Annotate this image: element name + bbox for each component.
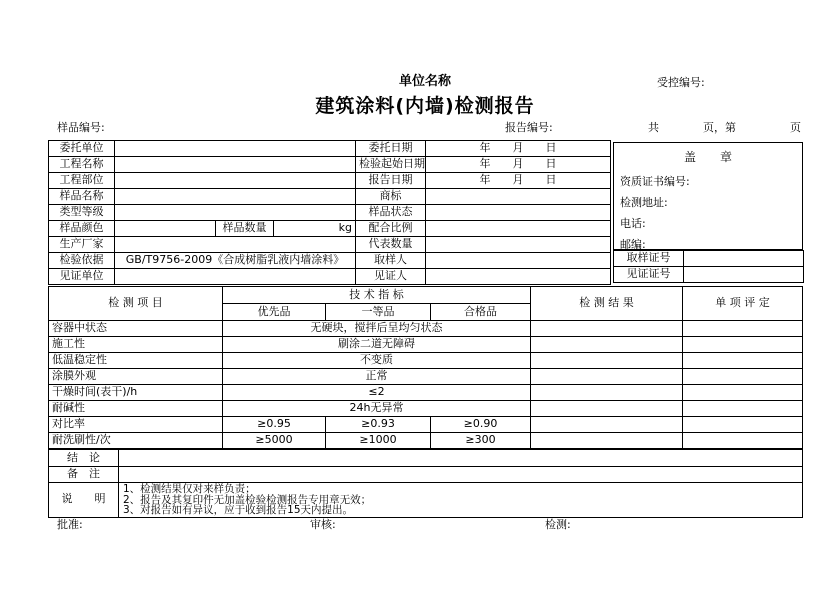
header-grade-first: 一等品 [326,304,431,321]
sample-info-table [48,140,611,285]
result-workability[interactable] [531,337,683,353]
org-name: 单位名称 [398,74,451,89]
test-address-label: 检测地址: [620,196,668,209]
label-sample-quantity: 样品数量 [216,221,274,237]
item-film-appearance: 涂膜外观 [49,369,223,385]
report-no-label: 报告编号: [505,121,553,134]
result-alkali-resistance[interactable] [531,401,683,417]
label-manufacturer: 生产厂家 [49,237,115,253]
test-header-row-1 [49,287,803,304]
cert-no-table [613,250,804,283]
seal-label: 盖 章 [684,150,733,164]
result-scrub-resistance[interactable] [531,433,683,449]
result-container-state[interactable] [531,321,683,337]
label-sample-color: 样品颜色 [49,221,115,237]
spec-low-temp-stability: 不变质 [223,353,531,369]
label-witness-unit: 见证单位 [49,269,115,285]
label-sample-status: 样品状态 [356,205,426,221]
item-drying-time: 干燥时间(表干)/h [49,385,223,401]
row-drying-time [49,385,803,401]
eval-contrast-ratio[interactable] [683,417,803,433]
sample-no-label: 样品编号: [57,121,105,134]
note-line-1: 1、检测结果仅对来样负责； [123,483,256,495]
label-commission-date: 委托日期 [356,141,426,157]
item-workability: 施工性 [49,337,223,353]
field-sample-name[interactable] [115,189,356,205]
row-sampling-cert [614,251,804,267]
row-alkali-resistance [49,401,803,417]
label-witness-cert-no: 见证证号 [614,267,684,283]
field-client-unit[interactable] [115,141,356,157]
test-items-table [48,286,803,449]
label-sample-name: 样品名称 [49,189,115,205]
seal-box [613,142,803,250]
row-witness-unit [49,269,611,285]
field-sample-status[interactable] [426,205,611,221]
field-report-date[interactable]: 年 月 日 [426,173,611,189]
result-contrast-ratio[interactable] [531,417,683,433]
eval-low-temp-stability[interactable] [683,353,803,369]
pages-last-label: 页 [790,121,801,134]
test-label: 检测: [545,518,571,531]
row-type-grade [49,205,611,221]
spec-scrub-resistance-premium: ≥5000 [223,433,326,449]
pages-total-label: 共 [648,121,659,134]
row-low-temp-stability [49,353,803,369]
conclusion-table [48,449,803,518]
row-scrub-resistance [49,433,803,449]
label-project-part: 工程部位 [49,173,115,189]
header-item-evaluation: 单 项 评 定 [683,287,803,321]
field-conclusion[interactable] [119,450,803,467]
row-film-appearance [49,369,803,385]
row-workability [49,337,803,353]
item-contrast-ratio: 对比率 [49,417,223,433]
label-test-start-date: 检验起始日期 [356,157,426,173]
row-contrast-ratio [49,417,803,433]
review-label: 审核: [310,518,336,531]
eval-alkali-resistance[interactable] [683,401,803,417]
field-sample-quantity-kg[interactable]: kg [274,221,356,237]
eval-scrub-resistance[interactable] [683,433,803,449]
row-manufacturer [49,237,611,253]
label-remarks: 备 注 [49,467,119,483]
field-trademark[interactable] [426,189,611,205]
phone-label: 电话: [620,217,646,230]
row-project-part [49,173,611,189]
field-sample-color[interactable] [115,221,216,237]
row-test-basis [49,253,611,269]
field-witness[interactable] [426,269,611,285]
field-commission-date[interactable]: 年 月 日 [426,141,611,157]
row-witness-cert [614,267,804,283]
cert-no-label: 资质证书编号: [620,175,690,188]
seal-panel [613,142,803,283]
field-sampler[interactable] [426,253,611,269]
item-low-temp-stability: 低温稳定性 [49,353,223,369]
postcode-label: 邮编: [620,238,646,251]
spec-scrub-resistance-first: ≥1000 [326,433,431,449]
field-remarks[interactable] [119,467,803,483]
field-test-basis: GB/T9756-2009《合成树脂乳液内墙涂料》 [115,253,356,269]
label-sampler: 取样人 [356,253,426,269]
row-client-unit [49,141,611,157]
header-test-result: 检 测 结 果 [531,287,683,321]
label-project-name: 工程名称 [49,157,115,173]
spec-film-appearance: 正常 [223,369,531,385]
label-type-grade: 类型等级 [49,205,115,221]
item-scrub-resistance: 耐洗刷性/次 [49,433,223,449]
row-sample-color [49,221,611,237]
row-sample-name [49,189,611,205]
spec-contrast-ratio-premium: ≥0.95 [223,417,326,433]
eval-film-appearance[interactable] [683,369,803,385]
label-conclusion: 结 论 [49,450,119,467]
spec-scrub-resistance-qualified: ≥300 [431,433,531,449]
label-client-unit: 委托单位 [49,141,115,157]
label-mix-ratio: 配合比例 [356,221,426,237]
field-type-grade[interactable] [115,205,356,221]
label-represent-quantity: 代表数量 [356,237,426,253]
result-film-appearance[interactable] [531,369,683,385]
spec-contrast-ratio-qualified: ≥0.90 [431,417,531,433]
field-sampling-cert-no[interactable] [684,251,804,267]
label-test-basis: 检验依据 [49,253,115,269]
note-line-3: 3、对报告如有异议，应于收到报告15天内提出。 [123,504,354,516]
spec-contrast-ratio-first: ≥0.93 [326,417,431,433]
field-project-name[interactable] [115,157,356,173]
pages-mid-label: 页，第 [703,121,736,134]
item-alkali-resistance: 耐碱性 [49,401,223,417]
spec-container-state: 无硬块，搅拌后呈均匀状态 [223,321,531,337]
result-drying-time[interactable] [531,385,683,401]
eval-drying-time[interactable] [683,385,803,401]
header-grade-premium: 优先品 [223,304,326,321]
row-container-state [49,321,803,337]
label-trademark: 商标 [356,189,426,205]
field-manufacturer[interactable] [115,237,356,253]
approve-label: 批准: [57,518,83,531]
header-test-item: 检 测 项 目 [49,287,223,321]
header-grade-qualified: 合格品 [431,304,531,321]
label-notes: 说 明 [49,483,119,518]
notes-content [119,483,803,518]
spec-workability: 刷涂二道无障碍 [223,337,531,353]
label-report-date: 报告日期 [356,173,426,189]
field-test-start-date[interactable]: 年 月 日 [426,157,611,173]
controlled-no-label: 受控编号: [657,76,705,89]
header-tech-index: 技 术 指 标 [223,287,531,304]
page-title: 建筑涂料(内墙)检测报告 [315,95,535,117]
eval-container-state[interactable] [683,321,803,337]
row-notes [49,483,803,518]
spec-drying-time: ≤2 [223,385,531,401]
label-sampling-cert-no: 取样证号 [614,251,684,267]
label-witness: 见证人 [356,269,426,285]
item-container-state: 容器中状态 [49,321,223,337]
row-conclusion [49,450,803,467]
field-project-part[interactable] [115,173,356,189]
eval-workability[interactable] [683,337,803,353]
spec-alkali-resistance: 24h无异常 [223,401,531,417]
field-witness-cert-no[interactable] [684,267,804,283]
row-remarks [49,467,803,483]
field-mix-ratio[interactable] [426,221,611,237]
note-line-2: 2、报告及其复印件无加盖检验检测报告专用章无效； [123,493,372,506]
field-witness-unit[interactable] [115,269,356,285]
row-project-name [49,157,611,173]
field-represent-quantity[interactable] [426,237,611,253]
result-low-temp-stability[interactable] [531,353,683,369]
